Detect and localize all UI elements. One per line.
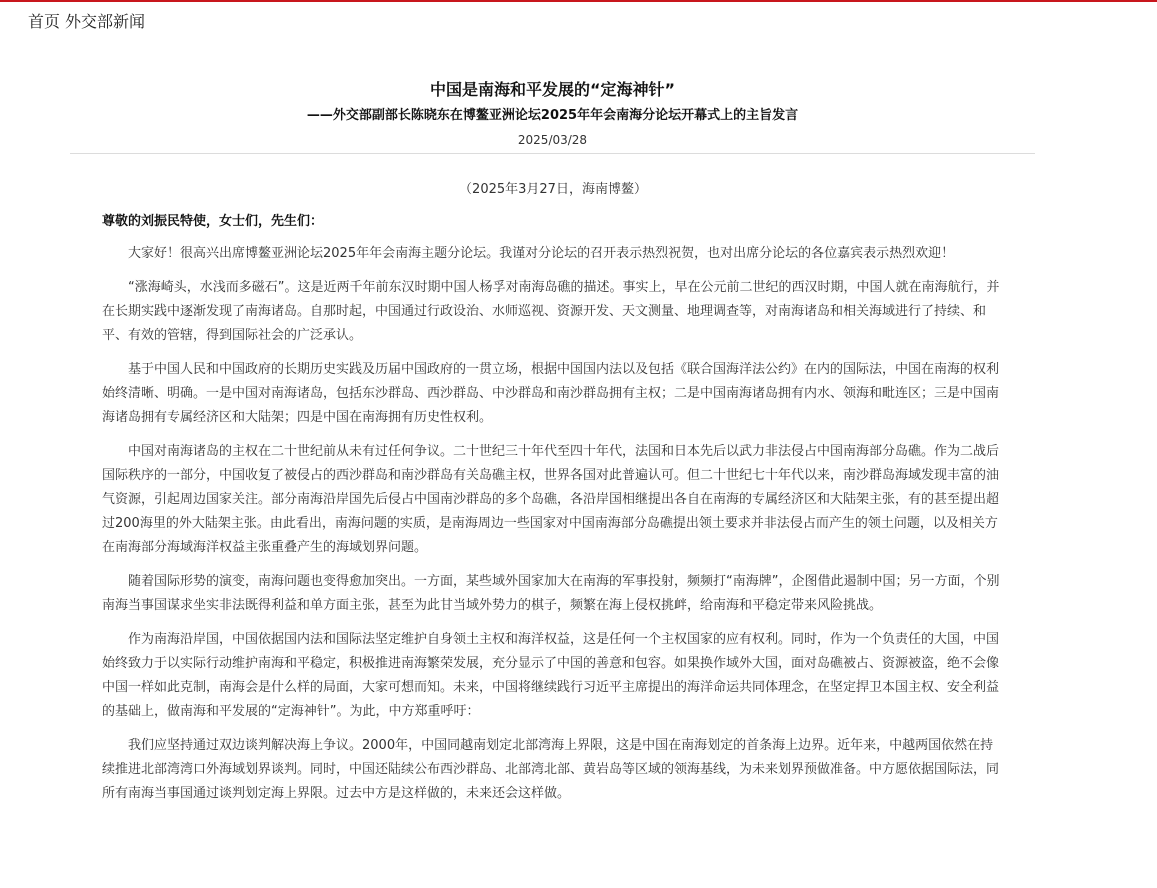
article-body: [102, 178, 1004, 816]
article-subtitle: ——外交部副部长陈晓东在博鳌亚洲论坛2025年年会南海分论坛开幕式上的主旨发言: [306, 108, 799, 123]
speech-place-date: （2025年3月27日，海南博鳌）: [459, 182, 647, 197]
speech-greeting: 尊敬的刘振民特使，女士们，先生们：: [102, 214, 324, 229]
body-paragraph: 随着国际形势的演变，南海问题也变得愈加突出。一方面，某些域外国家加大在南海的军事投射，频频打“南海牌”，企图借此遏制中国；另一方面，个别南海当事国谋求坐实非法既得利益和单方面主张，甚至为此甘当域外势力的棋子，频繁在海上侵权挑衅，给南海和平稳定带来风险挑战。: [102, 574, 1000, 613]
article-title: 中国是南海和平发展的“定海神针”: [429, 80, 676, 99]
body-paragraph: 我们应坚持通过双边谈判解决海上争议。2000年，中国同越南划定北部湾海上界限，这是中国在南海划定的首条海上边界。近年来，中越两国依然在持续推进北部湾湾口外海域划界谈判。同时，中国还陆续公布西沙群岛、北部湾北部、黄岩岛等区域的领海基线，为未来划界预做准备。中方愿依据国际法，同所有南海当事国通过谈判划定海上界限。过去中方是这样做的，未来还会这样做。: [102, 738, 1000, 801]
breadcrumb-home-link[interactable]: 首页: [28, 12, 61, 31]
article-date: 2025/03/28: [517, 133, 588, 147]
body-paragraph: 中国对南海诸岛的主权在二十世纪前从未有过任何争议。二十世纪三十年代至四十年代，法国和日本先后以武力非法侵占中国南海部分岛礁。作为二战后国际秩序的一部分，中国收复了被侵占的西沙群岛和南沙群岛有关岛礁主权，世界各国对此普遍认可。但二十世纪七十年代以来，南沙群岛海域发现丰富的油气资源，引起周边国家关注。部分南海沿岸国先后侵占中国南沙群岛的多个岛礁，各沿岸国相继提出各自在南海的专属经济区和大陆架主张，有的甚至提出超过200海里的外大陆架主张。由此看出，南海问题的实质，是南海周边一些国家对中国南海部分岛礁提出领土要求并非法侵占而产生的领土问题，以及相关方在南海部分海域海洋权益主张重叠产生的海域划界问题。: [102, 444, 1000, 555]
article-header: [70, 78, 1035, 150]
body-paragraph: “涨海崎头，水浅而多磁石”。这是近两千年前东汉时期中国人杨孚对南海岛礁的描述。事实上，早在公元前二世纪的西汉时期，中国人就在南海航行，并在长期实践中逐渐发现了南海诸岛。自那时起，中国通过行政设治、水师巡视、资源开发、天文测量、地理调查等，对南海诸岛和相关海域进行了持续、和平、有效的管辖，得到国际社会的广泛承认。: [102, 280, 1000, 343]
breadcrumb: [28, 10, 145, 34]
top-accent-rule: [0, 0, 1157, 2]
body-paragraph: 基于中国人民和中国政府的长期历史实践及历届中国政府的一贯立场，根据中国国内法以及包括《联合国海洋法公约》在内的国际法，中国在南海的权利始终清晰、明确。一是中国对南海诸岛，包括东沙群岛、西沙群岛、中沙群岛和南沙群岛拥有主权；二是中国南海诸岛拥有内水、领海和毗连区；三是中国南海诸岛拥有专属经济区和大陆架；四是中国在南海拥有历史性权利。: [102, 362, 1000, 425]
breadcrumb-section-link[interactable]: 外交部新闻: [65, 12, 146, 31]
body-paragraph: 大家好！很高兴出席博鳌亚洲论坛2025年年会南海主题分论坛。我谨对分论坛的召开表示热烈祝贺，也对出席分论坛的各位嘉宾表示热烈欢迎！: [128, 246, 955, 261]
header-divider: [70, 153, 1035, 154]
body-paragraph: 作为南海沿岸国，中国依据国内法和国际法坚定维护自身领土主权和海洋权益，这是任何一个主权国家的应有权利。同时，作为一个负责任的大国，中国始终致力于以实际行动维护南海和平稳定，积极推进南海繁荣发展，充分显示了中国的善意和包容。如果换作域外大国，面对岛礁被占、资源被盗，绝不会像中国一样如此克制，南海会是什么样的局面，大家可想而知。未来，中国将继续践行习近平主席提出的海洋命运共同体理念，在坚定捍卫本国主权、安全利益的基础上，做南海和平发展的“定海神针”。为此，中方郑重呼吁：: [102, 632, 1000, 719]
